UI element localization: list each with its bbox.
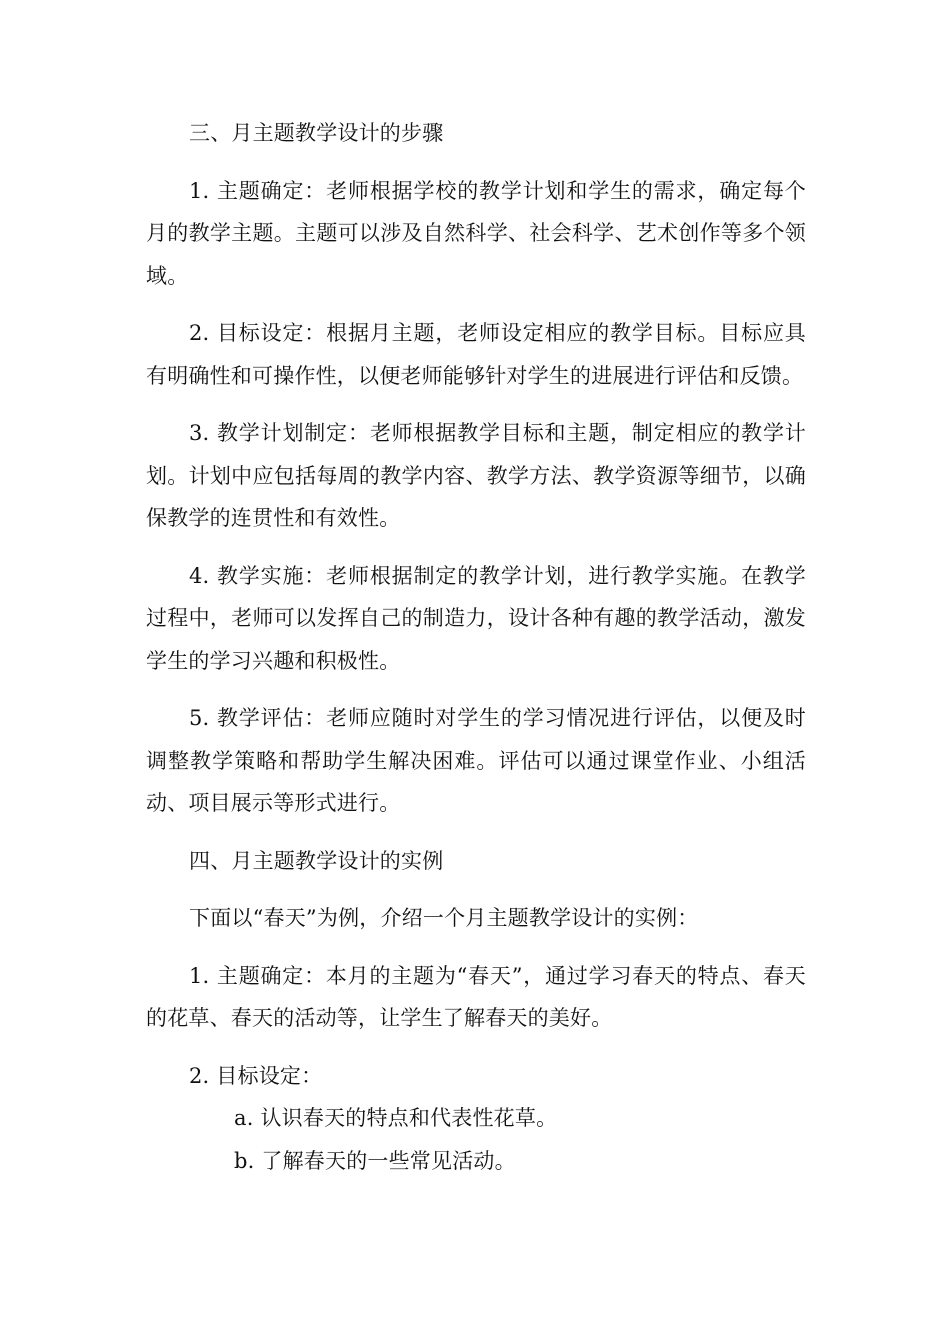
example-intro: 下面以“春天”为例，介绍一个月主题教学设计的实例： [189, 906, 699, 930]
step-2-paragraph: 2. 目标设定：根据月主题，老师设定相应的教学目标。目标应具有明确性和可操作性，以便老师能够针对学生的进展进行评估和反馈。 [146, 321, 806, 388]
section-3-heading: 三、月主题教学设计的步骤 [189, 121, 444, 145]
goal-a: a. 认识春天的特点和代表性花草。 [234, 1106, 558, 1130]
example-item-2: 2. 目标设定： [189, 1063, 323, 1088]
example-item-1: 1. 主题确定：本月的主题为“春天”，通过学习春天的特点、春天的花草、春天的活动等，让学生了解春天的美好。 [146, 963, 806, 1030]
step-3-paragraph: 3. 教学计划制定：老师根据教学目标和主题，制定相应的教学计划。计划中应包括每周的教学内容、教学方法、教学资源等细节，以确保教学的连贯性和有效性。 [146, 421, 806, 530]
step-1-paragraph: 1. 主题确定：老师根据学校的教学计划和学生的需求，确定每个月的教学主题。主题可以涉及自然科学、社会科学、艺术创作等多个领域。 [146, 178, 806, 288]
step-5-paragraph: 5. 教学评估：老师应随时对学生的学习情况进行评估，以便及时调整教学策略和帮助学生解决困难。评估可以通过课堂作业、小组活动、项目展示等形式进行。 [146, 706, 806, 815]
step-4-paragraph: 4. 教学实施：老师根据制定的教学计划，进行教学实施。在教学过程中，老师可以发挥自己的制造力，设计各种有趣的教学活动，激发学生的学习兴趣和积极性。 [146, 563, 806, 673]
section-4-heading: 四、月主题教学设计的实例 [189, 848, 444, 873]
document-page [146, 112, 806, 1182]
goal-b: b. 了解春天的一些常见活动。 [234, 1148, 516, 1173]
